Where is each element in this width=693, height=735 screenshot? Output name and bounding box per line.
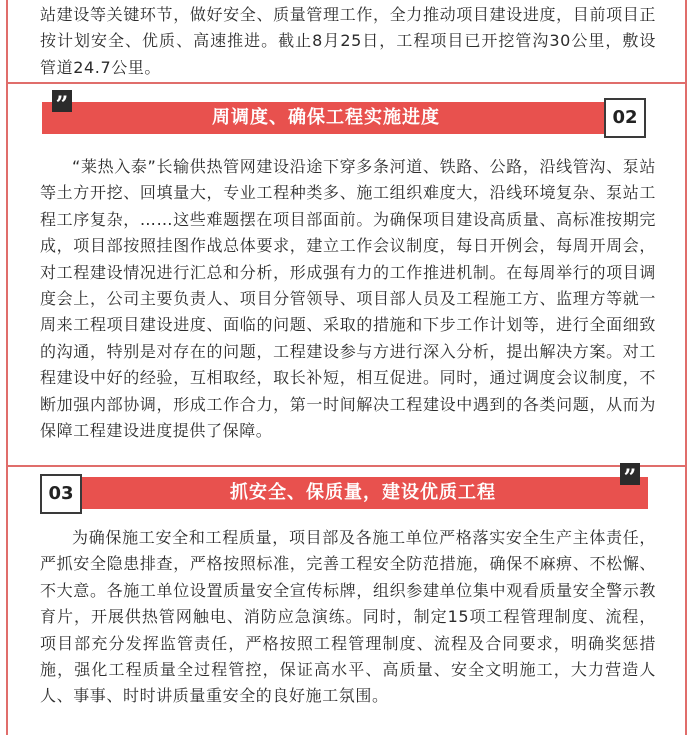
section-02-title: 周调度、确保工程实施进度 bbox=[212, 107, 440, 128]
quote-mark-icon: ” bbox=[52, 90, 72, 112]
section-03-paragraph: 为确保施工安全和工程质量，项目部及各施工单位严格落实安全生产主体责任，严抓安全隐患排查，严格按照标准，完善工程安全防范措施，确保不麻痹、不松懈、不大意。各施工单位设置质量安全宣传标牌，组织参建单位集中观看质量安全警示教育片，开展供热管网触电、消防应急演练。同时，制定15项工程管理制度、流程，项目部充分发挥监管责任，严格按照工程管理制度、流程及合同要求，明确奖惩措施，强化工程质量全过程管控，保证高水平、高质量、安全文明施工，大力营造人人、事事、时时讲质量重安全的良好施工氛围。 bbox=[40, 528, 656, 706]
section-02-card bbox=[6, 84, 687, 467]
section-03-title: 抓安全、保质量，建设优质工程 bbox=[230, 482, 496, 503]
section-03-card bbox=[6, 467, 687, 735]
section-02-number: 02 bbox=[604, 98, 646, 138]
intro-paragraph: 站建设等关键环节，做好安全、质量管理工作，全力推动项目建设进度，目前项目正按计划安全、优质、高速推进。截止8月25日，工程项目已开挖管沟30公里，敷设管道24.7公里。 bbox=[40, 5, 656, 77]
section-02-banner bbox=[42, 102, 610, 134]
intro-card bbox=[6, 0, 687, 84]
section-03-banner bbox=[78, 477, 648, 509]
quote-mark-icon: ” bbox=[620, 463, 640, 485]
section-03-number: 03 bbox=[40, 474, 82, 514]
section-02-paragraph: “莱热入泰”长输供热管网建设沿途下穿多条河道、铁路、公路，沿线管沟、泵站等土方开挖、回填量大，专业工程种类多、施工组织难度大，沿线环境复杂、泵站工程工序复杂，……这些难题摆在项目部面前。为确保项目建设高质量、高标准按期完成，项目部按照挂图作战总体要求，建立工作会议制度，每日开例会，每周开周会，对工程建设情况进行汇总和分析，形成强有力的工作推进机制。在每周举行的项目调度会上，公司主要负责人、项目分管领导、项目部人员及工程施工方、监理方等就一周来工程项目建设进度、面临的问题、采取的措施和下步工作计划等，进行全面细致的沟通，特别是对存在的问题，工程建设参与方进行深入分析，提出解决方案。对工程建设中好的经验，互相取经，取长补短，相互促进。同时，通过调度会议制度，不断加强内部协调，形成工作合力，第一时间解决工程建设中遇到的各类问题，从而为保障工程建设进度提供了保障。 bbox=[40, 157, 656, 441]
